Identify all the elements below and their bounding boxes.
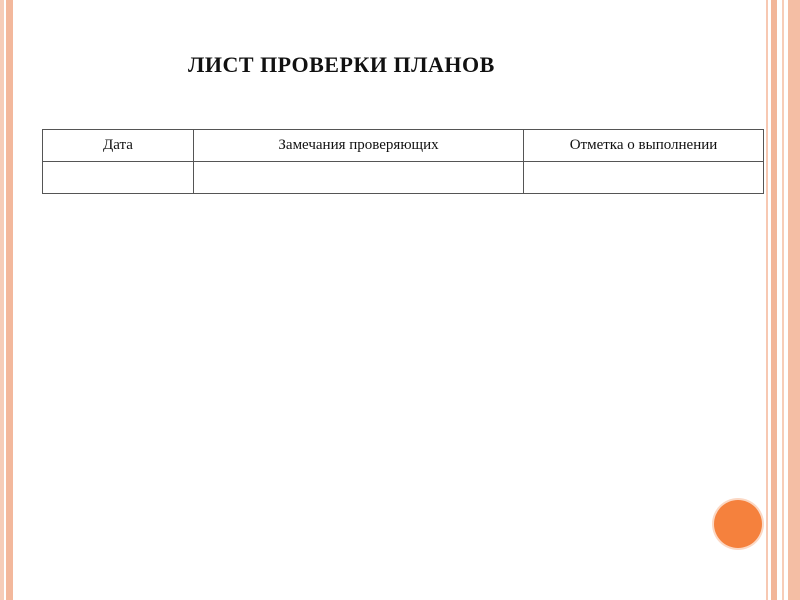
table-header-row <box>43 130 764 162</box>
column-header-remarks: Замечания проверяющих <box>194 130 524 162</box>
column-header-date: Дата <box>43 130 194 162</box>
orange-circle-decoration <box>714 500 762 548</box>
table-cell-date[interactable] <box>43 162 194 194</box>
table-row <box>43 162 764 194</box>
page-title: ЛИСТ ПРОВЕРКИ ПЛАНОВ <box>188 52 495 77</box>
left-decorative-border <box>0 0 13 600</box>
table-cell-completion-mark[interactable] <box>524 162 764 194</box>
table-cell-remarks[interactable] <box>194 162 524 194</box>
plan-check-table <box>42 129 764 194</box>
right-decorative-border <box>762 0 800 600</box>
column-header-completion-mark: Отметка о выполнении <box>524 130 764 162</box>
